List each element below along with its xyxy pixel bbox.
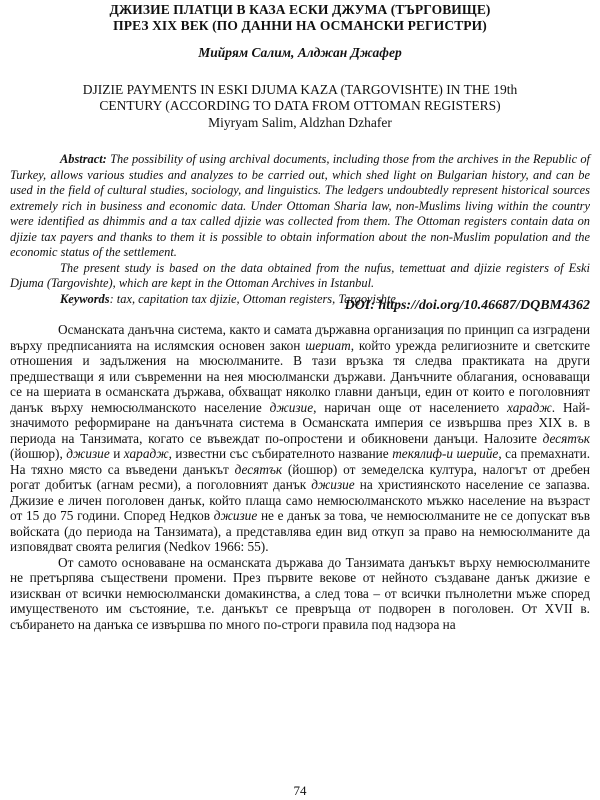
authors-bulgarian: Мийрям Салим, Алджан Джафер xyxy=(198,45,402,60)
body-text-run: . Най-значимото реформиране на данъчната система в Османската империя се извършва през XIX в. в периода на Танзимата, когато се въвеждат по-опростени и обикновени данъци. Налозите xyxy=(10,399,590,446)
authors-english: Miyryam Salim, Aldzhan Dzhafer xyxy=(208,115,392,130)
term-tekyalif-i-sheriye: текялиф-и шерийе xyxy=(392,446,499,461)
term-desyatak: десятък xyxy=(234,461,283,477)
body-text-run: , са премахнати. На тяхно място са въведени данъкът xyxy=(10,446,591,477)
abstract-paragraph-1 xyxy=(10,152,590,261)
body-paragraph-1 xyxy=(10,322,590,555)
page-number: 74 xyxy=(293,783,307,798)
body-text-run: Османската данъчна система, както и самата държавна организация по принцип са изградени върху предписанията на ислямския основен закон xyxy=(10,322,590,353)
body-text-run: , известни със събирателното название xyxy=(168,446,393,461)
title-english-line-1: DJIZIE PAYMENTS IN ESKI DJUMA KAZA (TARGOVISHTE) IN THE 19th xyxy=(82,82,518,97)
keywords-text: : tax, capitation tax djizie, Ottoman registers, Targovishte xyxy=(109,291,396,306)
term-djizie: джизие xyxy=(213,508,258,523)
term-djizie: джизие xyxy=(269,399,314,415)
title-bulgarian-line-1: ДЖИЗИЕ ПЛАТЦИ В КАЗА ЕСКИ ДЖУМА (ТЪРГОВИЩЕ) xyxy=(109,2,491,17)
term-sheriat: шериат xyxy=(305,337,351,353)
abstract-text-1: The possibility of using archival documents, including those from the archives in the Republic of Turkey, allows various studies and analyzes to be carried out, which shed light on Bulgarian history, and can be used in the field of cultural studies, sociology, and linguistics. The ledgers undoubtedly represent historical sources extremely rich in business and economic data. Under Ottoman Sharia law, non-Muslims living within the country were identified as dhimmis and a tax called djizie was collected from them. The Ottoman registers contain data on djizie tax payers and thanks to them it is possible to obtain information about the non-Muslim population and the economic status of the settlement. xyxy=(10,152,590,259)
body-paragraph-2: От самото основаване на османската държава до Танзимата данъкът върху немюсюлманите не претърпява съществени промени. През първите векове от нейното създаване данък джизие е изискван от всички немюсюлмански домакинства, а след това – от всички пълнолетни мъже според имущественото им състояние, т.е. данъкът се превръща от подворен в поголовен. От XVII в. събирането на данъка се извършва по много по-строги правила под надзора на xyxy=(10,554,590,632)
body-text-run: и xyxy=(109,446,124,461)
body-text-run: на християнското население се запазва. Джизие е личен поголовен данък, който плаща само немюсюлманското мъжко население на възраст от 15 до 75 години. Според Недков xyxy=(10,477,590,523)
abstract-paragraph-2: The present study is based on the data obtained from the nufus, temettuat and djizie registers of Eski Djuma (Targovishte), which are kept in the Ottoman Archives in Istanbul. xyxy=(10,260,590,290)
body-text-run: (йошюр), xyxy=(10,446,67,461)
term-haradzh: харадж xyxy=(123,446,169,461)
doi-link[interactable]: DOI: https://doi.org/10.46687/DQBM4362 xyxy=(344,298,590,313)
abstract xyxy=(10,152,590,307)
body-text-run: , наричан още от населението xyxy=(313,399,508,415)
body-text-run: не е данък за това, че немюсюлманите не се допускат във войската (до периода на Танзимата), а представлява един вид откуп за право на немюсюлманите да изповядват своята религия (Nedkov 1966: 55). xyxy=(10,508,590,554)
term-haradzh: харадж xyxy=(507,399,552,415)
abstract-label: Abstract: xyxy=(60,152,107,166)
term-djizie: джизие xyxy=(66,446,110,461)
title-english-line-2: CENTURY (ACCORDING TO DATA FROM OTTOMAN REGISTERS) xyxy=(99,98,501,113)
body-text-run: , който урежда религиозните и светските отношения и задължения на мюсюлманите. В тази връзка тя следва практиката на други предшестващи я или съвременни на нея мюсюлмански държави. Данъчните облагания, основаващи се на шериата в османската държава, обхващат няколко главни данъци, един от които е поголовният данък върху немюсюлманското население xyxy=(10,337,590,415)
body-text xyxy=(10,322,590,632)
term-desyatak: десятък xyxy=(542,430,590,446)
title-bulgarian-line-2: ПРЕЗ XIX ВЕК (ПО ДАННИ НА ОСМАНСКИ РЕГИСТРИ) xyxy=(113,18,487,33)
keywords-label: Keywords xyxy=(60,291,110,306)
body-text-run: (йошюр) от земеделска култура, налогът от дребен рогат добитък (агнам ресми), а поголовният данък xyxy=(10,461,590,492)
term-djizie: джизие xyxy=(311,477,355,492)
